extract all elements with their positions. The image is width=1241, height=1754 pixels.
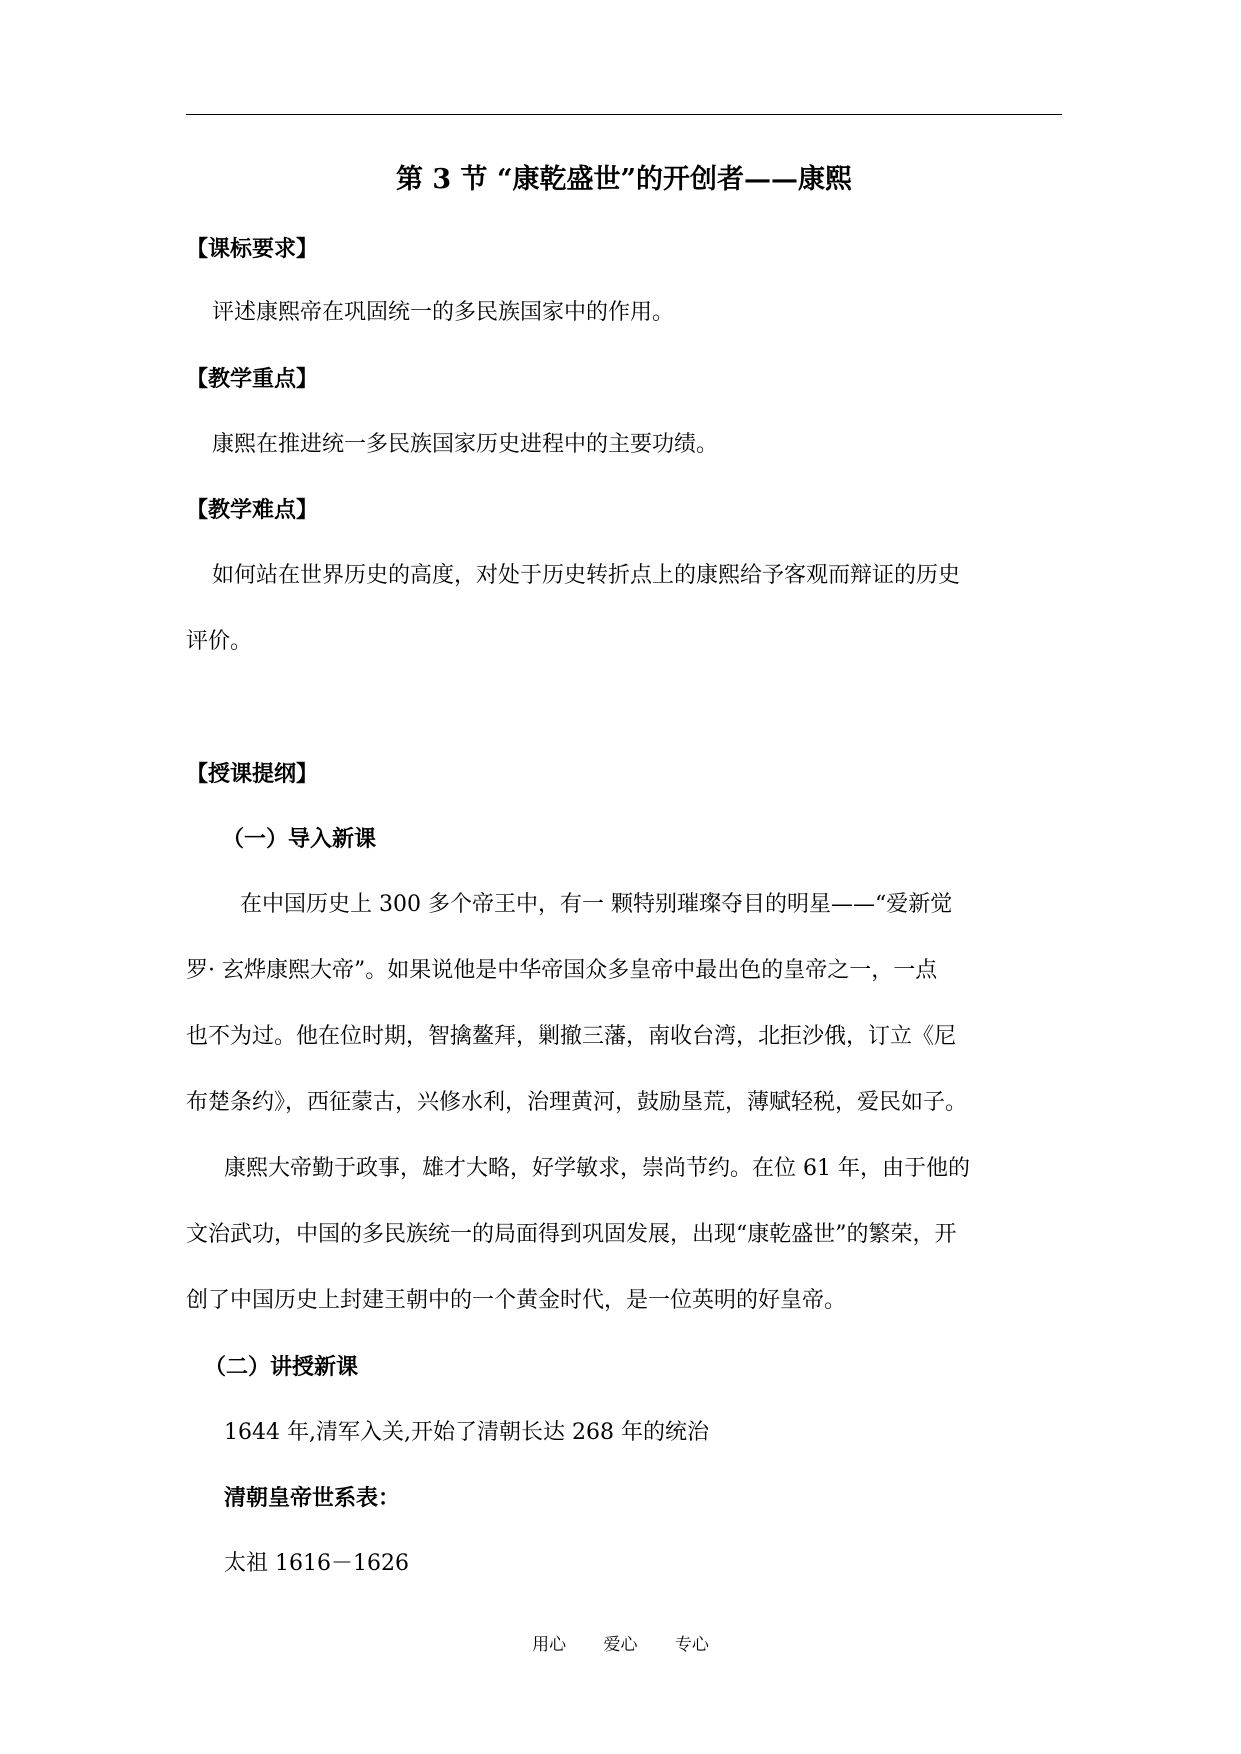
key-points-text: 康熙在推进统一多民族国家历史进程中的主要功绩。 — [212, 432, 719, 457]
intro-paragraph-line: 在中国历史上 300 多个帝王中，有一 颗特别璀璨夺目的明星——“爱新觉 — [240, 892, 953, 917]
emperor-table-heading: 清朝皇帝世系表： — [224, 1485, 401, 1511]
intro-paragraph-line: 文治武功，中国的多民族统一的局面得到巩固发展，出现“康乾盛世”的繁荣，开 — [186, 1222, 957, 1247]
key-points-heading: 【教学重点】 — [186, 366, 319, 392]
intro-paragraph-line: 康熙大帝勤于政事，雄才大略，好学敏求，崇尚节约。在位 61 年，由于他的 — [224, 1156, 970, 1181]
difficulties-heading: 【教学难点】 — [186, 497, 319, 523]
intro-paragraph-line: 创了中国历史上封建王朝中的一个黄金时代，是一位英明的好皇帝。 — [186, 1288, 847, 1313]
curriculum-text: 评述康熙帝在巩固统一的多民族国家中的作用。 — [212, 300, 675, 325]
page-footer — [0, 1632, 1241, 1658]
outline-heading: 【授课提纲】 — [186, 761, 319, 787]
difficulties-line: 如何站在世界历史的高度，对处于历史转折点上的康熙给予客观而辩证的历史 — [212, 563, 961, 588]
intro-heading: （一）导入新课 — [222, 826, 377, 852]
footer-item: 专心 — [674, 1635, 709, 1655]
curriculum-heading: 【课标要求】 — [186, 236, 319, 262]
lesson-heading: （二）讲授新课 — [204, 1354, 359, 1380]
difficulties-line: 评价。 — [186, 629, 253, 654]
intro-paragraph-line: 罗· 玄烨康熙大帝”。如果说他是中华帝国众多皇帝中最出色的皇帝之一，一点 — [186, 958, 938, 983]
page-title: 第 3 节 “康乾盛世”的开创者——康熙 — [395, 164, 853, 195]
intro-paragraph-line: 也不为过。他在位时期，智擒鳌拜，剿撤三藩，南收台湾，北拒沙俄，订立《尼 — [186, 1024, 957, 1049]
intro-paragraph-line: 布楚条约》，西征蒙古，兴修水利，治理黄河，鼓励垦荒，薄赋轻税，爱民如子。 — [186, 1090, 968, 1115]
header-rule — [186, 114, 1062, 115]
footer-item: 用心 — [532, 1635, 567, 1655]
footer-item: 爱心 — [603, 1635, 638, 1655]
lesson-intro: 1644 年,清军入关,开始了清朝长达 268 年的统治 — [224, 1420, 709, 1445]
emperor-entry: 太祖 1616－1626 — [224, 1551, 409, 1576]
